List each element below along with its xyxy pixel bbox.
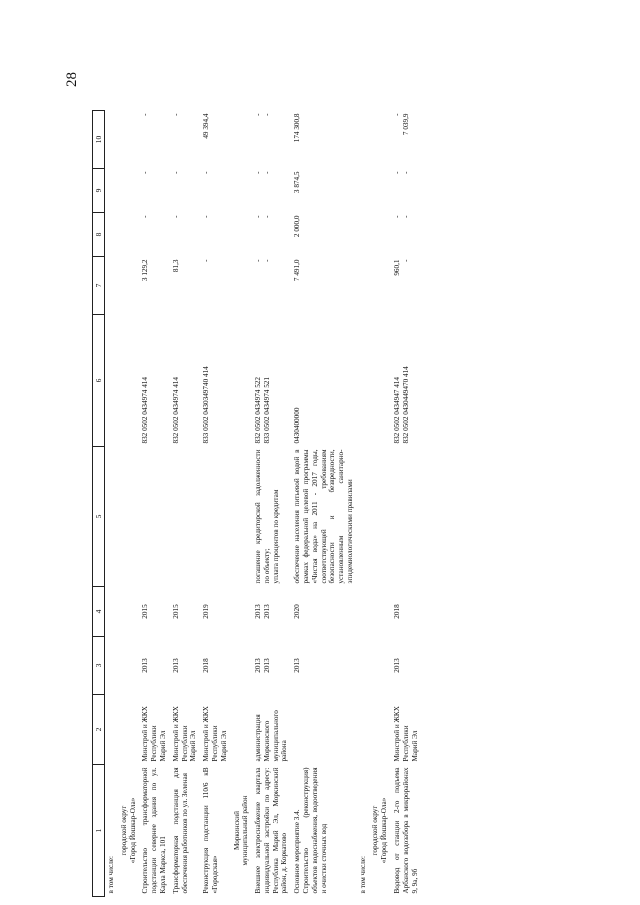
start-year: 2013 [293, 658, 302, 673]
value-col-9: - [202, 171, 211, 174]
activity-name: Основное мероприятие 3.4. Строительство (реконструкция) объектов водоснабжения, водоотведения и очистки сточных вод [293, 767, 328, 894]
value-col-9: - - [254, 171, 271, 174]
expected-result: обеспечение населения питьевой водой в рамках федеральной целевой программы «Чистая вода» на 2011 - 2017 годы, соответствующей требованиям безопасности и безвредности, установленным санитарно-эпидемиологическими правилами [293, 449, 354, 584]
end-year: 2013 2013 [254, 604, 271, 619]
budget-table [92, 110, 421, 897]
value-col-8: - - [254, 215, 271, 218]
value-col-9: - - [393, 171, 410, 174]
table-row [291, 111, 356, 897]
end-year: 2020 [293, 604, 302, 619]
budget-code: 832 0502 0434974 414 [171, 377, 180, 444]
table-row [170, 111, 200, 897]
table-row [118, 111, 140, 897]
section-label: в том числе: [358, 856, 367, 894]
budget-code: 833 0502 0430349740 414 [202, 366, 211, 444]
activity-name: Трансформаторная подстанция для обеспечения работников по ул. Зеленая [171, 767, 189, 894]
column-header: 4 [93, 587, 105, 637]
value-col-7: 81,3 [171, 259, 180, 273]
column-header: 2 [93, 695, 105, 765]
value-col-7: - - [254, 259, 271, 262]
start-year: 2018 [202, 658, 211, 673]
expected-result [391, 447, 421, 587]
value-col-9: 3 874,5 [293, 171, 302, 194]
value-col-9: - [171, 171, 180, 174]
section-label: в том числе: [107, 856, 116, 894]
value-col-10: - - [254, 113, 271, 116]
executor: Минстрой и ЖКХ Республики Марий Эл [202, 706, 228, 762]
value-col-8: 2 000,0 [293, 215, 302, 238]
expected-result: погашение кредиторской задолженности по объекту; уплата процентов по кредитам [254, 449, 280, 584]
start-year: 2013 [171, 658, 180, 673]
end-year: 2015 [141, 604, 150, 619]
end-year: 2018 [393, 604, 402, 619]
subsection-title: городской округ «Город Йошкар-Ола» [371, 797, 389, 864]
subsection-title: городской округ «Город Йошкар-Ола» [119, 797, 137, 864]
column-header: 5 [93, 447, 105, 587]
header-row [93, 111, 105, 897]
executor: Минстрой и ЖКХ Республики Марий Эл [393, 706, 419, 762]
expected-result [170, 447, 200, 587]
value-col-10: - 7 039,9 [393, 113, 410, 136]
table-row [139, 111, 169, 897]
table-row [105, 111, 118, 897]
table-row [252, 111, 291, 897]
empty-cell [231, 111, 253, 765]
column-header: 10 [93, 111, 105, 169]
column-header: 9 [93, 169, 105, 213]
table-row [200, 111, 230, 897]
budget-code: 0430400000 [293, 407, 302, 444]
executor: администрация Моркинского муниципального района [254, 710, 289, 762]
value-col-8: - [141, 215, 150, 218]
subsection-title: Моркинский муниципальный район [232, 795, 250, 866]
start-year: 2013 [141, 658, 150, 673]
column-header: 3 [93, 637, 105, 695]
table-row [369, 111, 391, 897]
budget-code: 832 0502 0434947 414 832 0502 0430449470 414 [393, 366, 410, 444]
budget-code: 832 0502 0434974 414 [141, 377, 150, 444]
page-number: 28 [64, 72, 80, 87]
value-col-7: 960,1 - [393, 259, 410, 276]
empty-cell [369, 111, 391, 765]
activity-name: Строительство трансформаторной подстанции севернее здания по ул. Карла Маркса, 101 [141, 767, 168, 894]
value-col-8: - [171, 215, 180, 218]
column-header: 1 [93, 765, 105, 897]
table-row [391, 111, 421, 897]
empty-cell [118, 111, 140, 765]
column-header: 6 [93, 315, 105, 447]
value-col-10: - [141, 113, 150, 116]
executor: Минстрой и ЖКХ Республики Марий Эл [171, 706, 198, 762]
executor [291, 695, 356, 765]
executor: Минстрой и ЖКХ Республики Марий Эл [141, 706, 168, 762]
end-year: 2015 [171, 604, 180, 619]
activity-name: Реконструкция подстанции 110/6 кВ «Городская» [202, 767, 219, 894]
value-col-9: - [141, 171, 150, 174]
expected-result [139, 447, 169, 587]
column-header: 7 [93, 257, 105, 315]
value-col-10: 49 394,4 [202, 113, 211, 139]
table-row [231, 111, 253, 897]
value-col-7: - [202, 259, 211, 262]
value-col-8: - - [393, 215, 410, 218]
value-col-10: 174 300,8 [293, 113, 302, 143]
value-col-7: 3 129,2 [141, 259, 150, 282]
value-col-8: - [202, 215, 211, 218]
value-col-7: 7 491,0 [293, 259, 302, 282]
start-year: 2013 [393, 658, 402, 673]
activity-name: Водовод от станции 2-го подъема Арбанского водозабора в микрорайонах 9, 9а, 9б [393, 767, 419, 894]
expected-result [200, 447, 230, 587]
table-row [357, 111, 370, 897]
end-year: 2019 [202, 604, 211, 619]
column-header: 8 [93, 213, 105, 257]
budget-code: 832 0502 0434974 522 833 0502 0434974 521 [254, 377, 271, 444]
start-year: 2013 2013 [254, 658, 271, 673]
activity-name: Внешнее электроснабжение квартала индивидуальной застройки по адресу: Республика Марий Эл, Моркинский район, д. Коркатово [254, 767, 289, 894]
value-col-10: - [171, 113, 180, 116]
